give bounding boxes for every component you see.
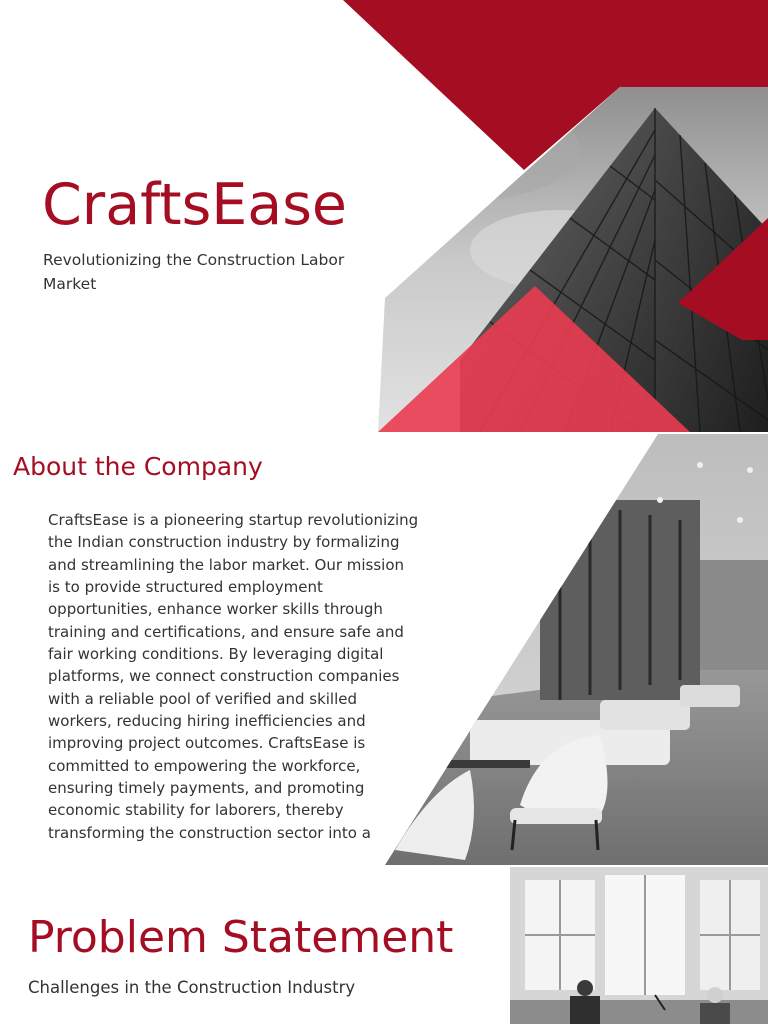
problem-heading: Problem Statement — [28, 912, 454, 963]
problem-subheading: Challenges in the Construction Industry — [28, 978, 356, 997]
about-heading: About the Company — [13, 452, 263, 481]
about-body: CraftsEase is a pioneering startup revolutionizing the Indian construction industry by formalizing and streamlining the labor market. Our mission is to provide structured employment opportunities, enhance worker skills through training and certifications, and ensure safe and fair working conditions. By leveraging digital platforms, we connect construction companies with a reliable pool of verified and skilled workers, reducing hiring inefficiencies and improving project outcomes. CraftsEase is committed to empowering the workforce, ensuring timely payments, and promoting economic stability for laborers, thereby transforming the construction sector into a — [48, 511, 419, 842]
office-photo — [510, 867, 768, 1024]
tagline: Revolutionizing the Construction Labor Market — [43, 251, 345, 293]
brand-title: CraftsEase — [42, 172, 347, 238]
lobby-photo — [385, 434, 768, 865]
